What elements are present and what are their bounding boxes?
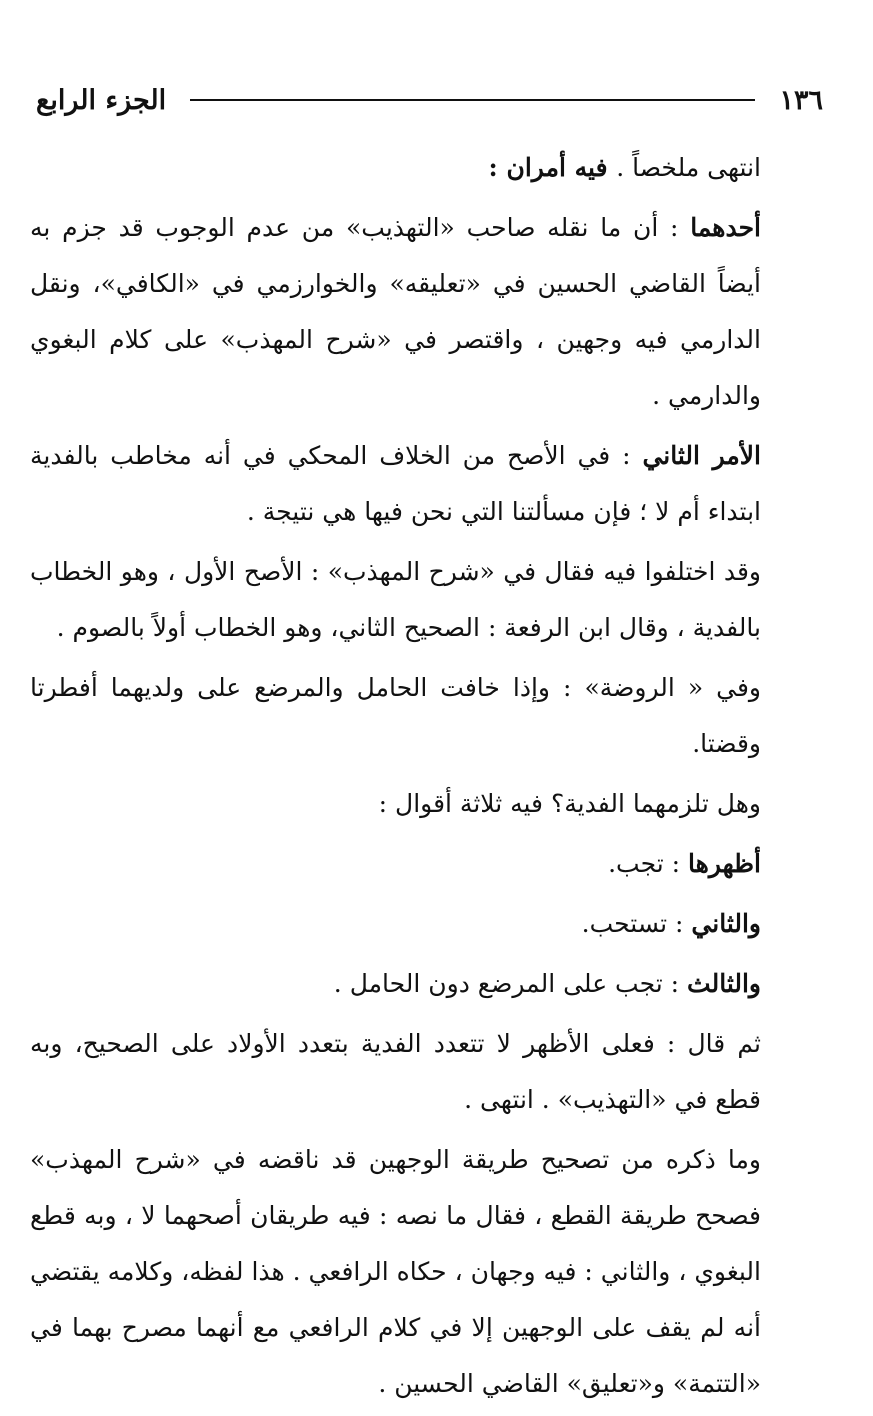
- paragraph-6: [30, 776, 761, 832]
- paragraph-text: : تجب.: [608, 849, 689, 878]
- paragraph-4: [30, 544, 761, 656]
- paragraph-11: [30, 1132, 761, 1412]
- paragraph-text: : تجب على المرضع دون الحامل .: [333, 969, 688, 998]
- paragraph-text: انتهى ملخصاً .: [616, 153, 761, 182]
- paragraph-text: وقد اختلفوا فيه فقال في «شرح المهذب» : الأصح الأول ، وهو الخطاب بالفدية ، وقال ابن الرفعة : الصحيح الثاني، وهو الخطاب أولاً بالصوم .: [30, 557, 761, 642]
- paragraph-lead: الأمر الثاني: [642, 441, 761, 470]
- paragraph-10: [30, 1016, 761, 1128]
- paragraph-8: [30, 896, 761, 952]
- paragraph-7: [30, 836, 761, 892]
- paragraph-9: [30, 956, 761, 1012]
- paragraph-text: وما ذكره من تصحيح طريقة الوجهين قد ناقضه في «شرح المهذب» فصحح طريقة القطع ، فقال ما نصه : فيه طريقان أصحهما لا ، وبه قطع البغوي ، والثاني : فيه وجهان ، حكاه الرافعي . هذا لفظه، وكلامه يقتضي أنه لم يقف على الوجهين إلا في كلام الرافعي مع أنهما مصرح بهما في «التتمة» و«تعليق» القاضي الحسين .: [30, 1145, 761, 1398]
- running-title: الجزء الرابع: [36, 84, 167, 116]
- paragraph-1: [30, 140, 761, 196]
- page-number: ١٣٦: [779, 84, 823, 116]
- paragraph-text: وفي « الروضة» : وإذا خافت الحامل والمرضع على ولديهما أفطرتا وقضتا.: [30, 673, 761, 758]
- page-header: [36, 80, 823, 120]
- paragraph-5: [30, 660, 761, 772]
- paragraph-lead: والثاني: [691, 909, 761, 938]
- paragraph-bold-text: فيه أمران :: [488, 153, 617, 182]
- paragraph-lead: والثالث: [687, 969, 761, 998]
- paragraph-lead: أظهرها: [688, 849, 761, 878]
- paragraph-text: وهل تلزمهما الفدية؟ فيه ثلاثة أقوال :: [378, 789, 761, 818]
- paragraph-text: ثم قال : فعلى الأظهر لا تتعدد الفدية بتعدد الأولاد على الصحيح، وبه قطع في «التهذيب» . انتهى .: [30, 1029, 761, 1114]
- paragraph-lead: أحدهما: [690, 213, 761, 242]
- paragraph-text: : في الأصح من الخلاف المحكي في أنه مخاطب بالفدية ابتداء أم لا ؛ فإن مسألتنا التي نحن فيها هي نتيجة .: [30, 441, 761, 526]
- paragraph-2: [30, 200, 761, 424]
- paragraph-3: [30, 428, 761, 540]
- paragraph-text: : أن ما نقله صاحب «التهذيب» من عدم الوجوب قد جزم به أيضاً القاضي الحسين في «تعليقه» والخوارزمي في «الكافي»، ونقل الدارمي فيه وجهين ، واقتصر في «شرح المهذب» على كلام البغوي والدارمي .: [30, 213, 761, 410]
- header-rule: [190, 99, 755, 101]
- paragraph-text: : تستحب.: [581, 909, 692, 938]
- body-text: [30, 140, 761, 1416]
